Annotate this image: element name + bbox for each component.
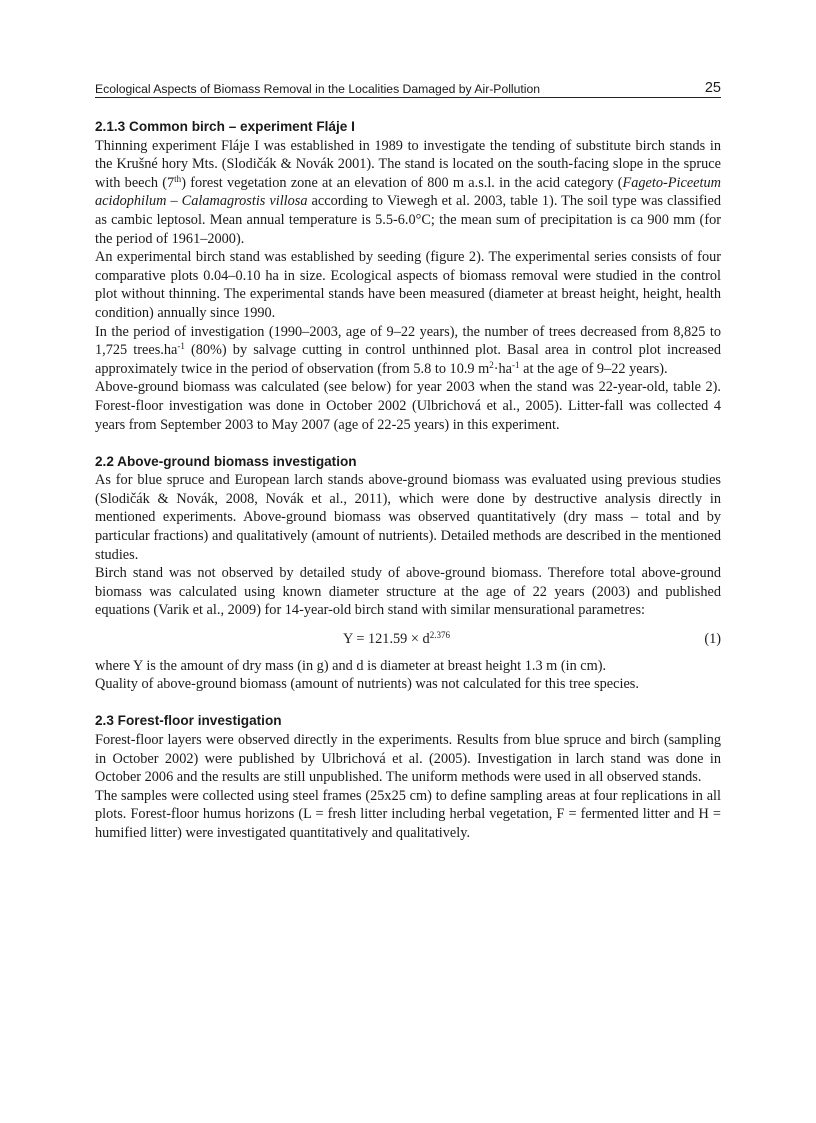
section-heading: 2.3 Forest-floor investigation	[95, 713, 282, 729]
paragraph: Thinning experiment Fláje I was established in 1989 to investigate the tending of substitute birch stands in the Krušné hory Mts. (Slodičák & Novák 2001). The stand is located on the south-facing slope in the spruce with beech (7th) forest vegetation zone at an elevation of 800 m a.s.l. in the acid category (Fageto-Piceetum acidophilum – Calamagrostis villosa according to Viewegh et al. 2003, table 1). The soil type was classified as cambic leptosol. Mean annual temperature is 5.5-6.0°C; the mean sum of precipitation is ca 900 mm (for the period of 1961–2000).	[95, 137, 721, 247]
paragraph: Quality of above-ground biomass (amount of nutrients) was not calculated for this tree species.	[95, 676, 639, 693]
paragraph: In the period of investigation (1990–2003, age of 9–22 years), the number of trees decreased from 8,825 to 1,725 $trees.ha^{-1}$ (80%) by salvage cutting in control unthinned plot. Basal area in control plot increased approximately twice in the period of observation (from 5.8 to 10.9 $m^2\cdot ha^{-1}$ at the age of 9–22 years).	[95, 323, 721, 377]
paragraph: Above-ground biomass was calculated (see below) for year 2003 when the stand was 22-year-old, table 2). Forest-floor investigation was done in October 2002 (Ulbrichová et al., 2005). Litter-fall was collected 4 years from September 2003 to May 2007 (age of 22-25 years) in this experiment.	[95, 379, 721, 433]
section-heading: 2.2 Above-ground biomass investigation	[95, 453, 357, 469]
paragraph: An experimental birch stand was established by seeding (figure 2). The experimental series consists of four comparative plots 0.04–0.10 ha in size. Ecological aspects of biomass removal were studied in the control plot without thinning. The experimental stands have been measured (diameter at breast height, height, health condition) annually since 1990.	[95, 249, 721, 321]
paragraph: where Y is the amount of dry mass (in g) and d is diameter at breast height 1.3 m (in cm).	[95, 657, 607, 674]
running-title: Ecological Aspects of Biomass Removal in the Localities Damaged by Air-Pollution	[95, 82, 541, 96]
paragraph: As for blue spruce and European larch stands above-ground biomass was evaluated using previous studies (Slodičák & Novák, 2008, Novák et al., 2011), which were done by destructive analysis directly in mentioned experiments. Above-ground biomass was observed quantitatively (dry mass – total and by particular fractions) and qualitatively (amount of nutrients). Detailed methods are described in the mentioned studies.	[95, 472, 721, 563]
equation-number: (1)	[704, 631, 721, 648]
page-number: 25	[704, 80, 721, 96]
species-name: Fageto-Piceetum acidophilum – Calamagrostis villosa	[95, 174, 721, 210]
equation-1	[95, 630, 721, 649]
equation-formula: $Y = 121.59 \times d^{2.376}$	[343, 630, 450, 648]
paragraph: The samples were collected using steel frames (25x25 cm) to define sampling areas at four replications in all plots. Forest-floor humus horizons (L = fresh litter including herbal vegetation, F = fermented litter and H = humified litter) were investigated quantitatively and qualitatively.	[95, 787, 721, 841]
running-header	[95, 79, 721, 98]
paragraph: Forest-floor layers were observed directly in the experiments. Results from blue spruce and birch (sampling in October 2002) were published by Ulbrichová et al. (2005). Investigation in larch stand was done in October 2006 and the results are still unpublished. The uniform methods were used in all observed stands.	[95, 732, 721, 786]
section-2-3	[95, 712, 721, 842]
paragraph: Birch stand was not observed by detailed study of above-ground biomass. Therefore total above-ground biomass was calculated using known diameter structure at the age of 22 years (2003) and published equations (Varik et al., 2009) for 14-year-old birch stand with similar mensurational parametres:	[95, 565, 721, 619]
section-2-1-3	[95, 118, 721, 434]
section-heading: 2.1.3 Common birch – experiment Fláje I	[95, 119, 355, 134]
page	[95, 79, 721, 843]
section-2-2	[95, 453, 721, 694]
